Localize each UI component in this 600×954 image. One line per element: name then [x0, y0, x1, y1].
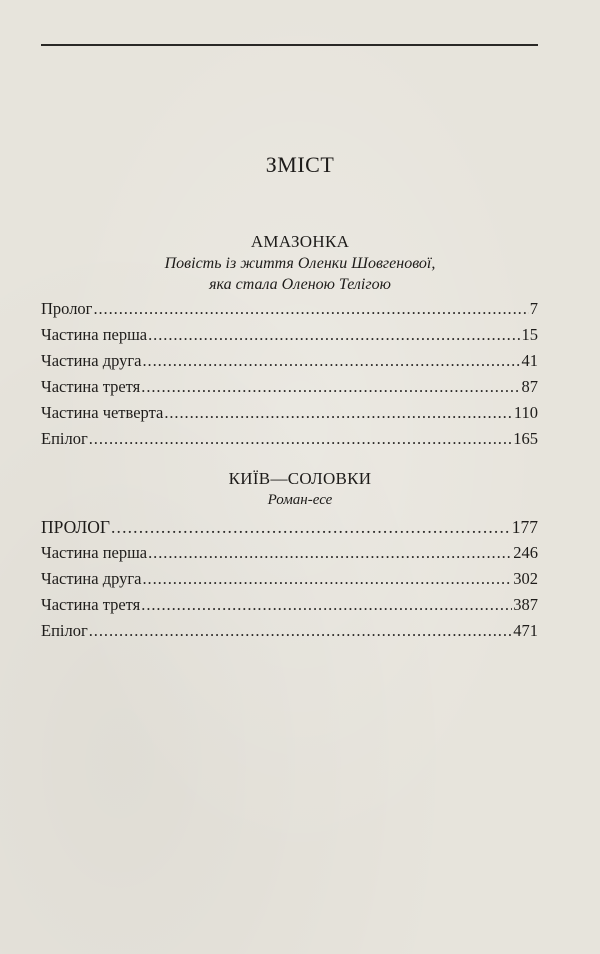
- toc-entry-label: Частина перша: [41, 543, 148, 562]
- dot-leader: [93, 296, 528, 322]
- toc-entry-page: 471: [513, 621, 538, 640]
- section-title-amazonka: АМАЗОНКА: [250, 232, 350, 251]
- dot-leader: [148, 540, 512, 566]
- toc-entry-page: 41: [521, 351, 538, 370]
- dot-leader: [111, 514, 511, 540]
- dot-leader: [142, 348, 520, 374]
- toc-entry[interactable]: [41, 514, 538, 540]
- toc-entry-page: 110: [513, 403, 538, 422]
- header-rule: [41, 44, 538, 46]
- toc-list-kyiv-solovky: [41, 514, 538, 644]
- toc-entry-label: Частина друга: [41, 351, 142, 370]
- toc-entry-label: Частина третя: [41, 377, 141, 396]
- section-subtitle-line-2: яка стала Оленою Телігою: [209, 276, 391, 293]
- toc-entry-label: ПРОЛОГ: [41, 517, 110, 537]
- toc-entry-page: 87: [521, 377, 538, 396]
- toc-entry[interactable]: [41, 296, 538, 322]
- section-title-kyiv-solovky: КИЇВ—СОЛОВКИ: [228, 469, 372, 488]
- toc-entry-page: 302: [513, 569, 538, 588]
- toc-entry-page: 7: [529, 299, 538, 318]
- toc-entry-label: Частина четверта: [41, 403, 164, 422]
- dot-leader: [141, 374, 520, 400]
- toc-entry-page: 15: [521, 325, 538, 344]
- toc-entry[interactable]: [41, 348, 538, 374]
- toc-entry-page: 177: [511, 517, 538, 537]
- section-subtitle-line-1: Повість із життя Оленки Шовгенової,: [164, 255, 436, 272]
- toc-entry[interactable]: [41, 426, 538, 452]
- toc-entry-label: Епілог: [41, 621, 88, 640]
- toc-list-amazonka: [41, 296, 538, 452]
- toc-entry[interactable]: [41, 566, 538, 592]
- toc-entry-label: Частина друга: [41, 569, 142, 588]
- toc-entry[interactable]: [41, 374, 538, 400]
- dot-leader: [142, 566, 512, 592]
- dot-leader: [89, 426, 513, 452]
- dot-leader: [148, 322, 520, 348]
- dot-leader: [141, 592, 512, 618]
- toc-entry[interactable]: [41, 618, 538, 644]
- toc-entry[interactable]: [41, 592, 538, 618]
- dot-leader: [164, 400, 513, 426]
- toc-entry-label: Частина третя: [41, 595, 141, 614]
- toc-entry-page: 387: [513, 595, 538, 614]
- toc-entry[interactable]: [41, 400, 538, 426]
- toc-entry-label: Пролог: [41, 299, 93, 318]
- section-subtitle-line-1: Роман-есе: [267, 492, 333, 508]
- dot-leader: [89, 618, 513, 644]
- toc-entry[interactable]: [41, 540, 538, 566]
- toc-entry-label: Епілог: [41, 429, 88, 448]
- toc-entry-page: 165: [513, 429, 538, 448]
- page-title: ЗМІСТ: [265, 152, 335, 177]
- toc-entry-label: Частина перша: [41, 325, 148, 344]
- toc-entry-page: 246: [513, 543, 538, 562]
- toc-entry[interactable]: [41, 322, 538, 348]
